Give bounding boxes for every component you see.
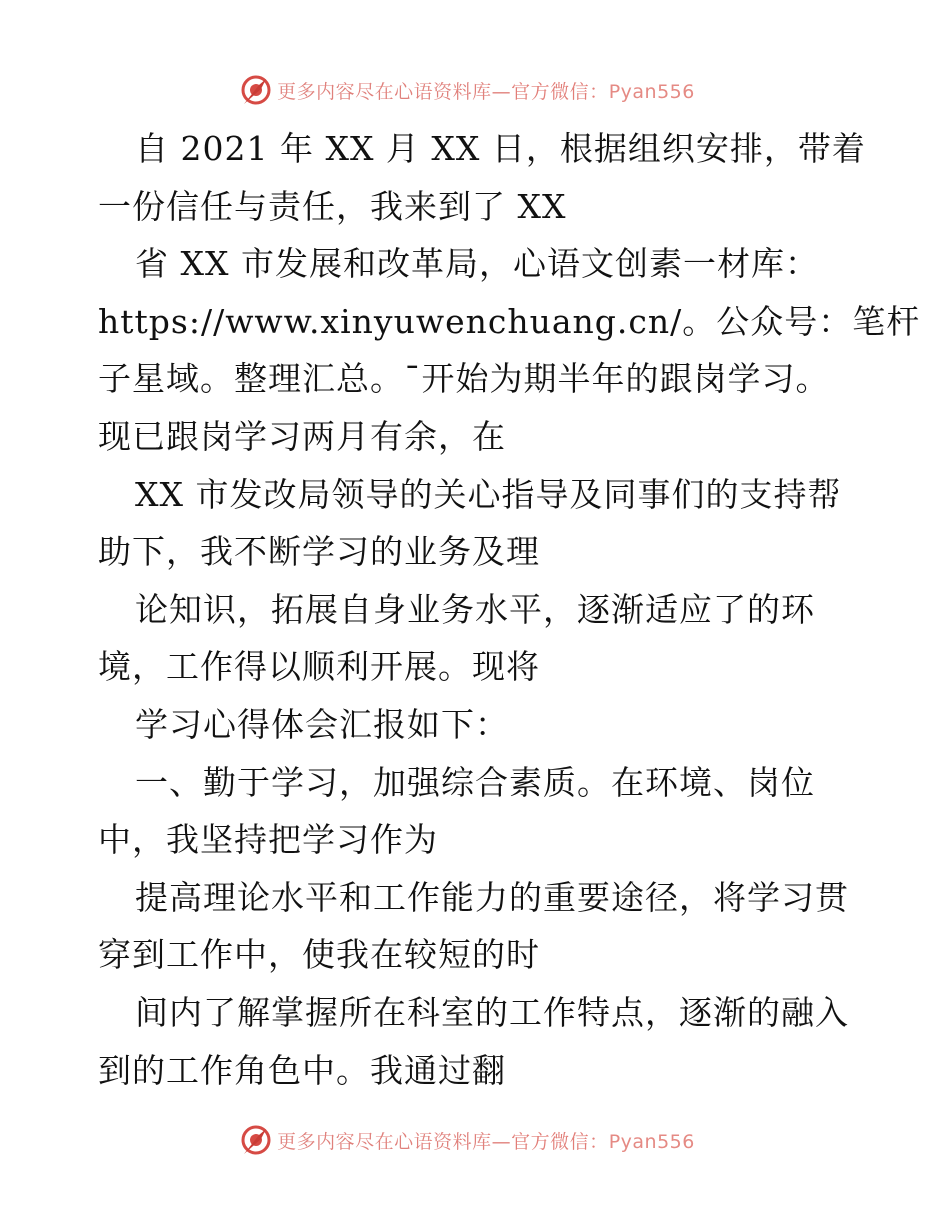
body-line: 中，我坚持把学习作为: [98, 820, 438, 860]
body-line: 现已跟岗学习两月有余，在: [98, 416, 506, 456]
banner-text: [277, 77, 695, 104]
body-line: XX 市发改局领导的关心指导及同事们的支持帮: [135, 474, 842, 514]
body-line: 论知识，拓展自身业务水平，逐渐适应了的环: [135, 589, 815, 629]
body-line: 一、勤于学习，加强综合素质。在环境、岗位: [135, 762, 815, 802]
body-line: 到的工作角色中。我通过翻: [98, 1050, 506, 1090]
body-line: 提高理论水平和工作能力的重要途径，将学习贯: [135, 877, 849, 917]
banner-contact-id: Pyan556: [608, 1130, 695, 1153]
body-line: 境，工作得以顺利开展。现将: [98, 647, 540, 687]
body-line: 一份信任与责任，我来到了 XX: [98, 186, 567, 226]
banner-main-text: 更多内容尽在心语资料库: [277, 1130, 492, 1153]
footer-banner: [0, 1120, 950, 1160]
body-line: 省 XX 市发展和改革局，心语文创素一材库：: [135, 244, 819, 284]
body-line: 学习心得体会汇报如下：: [135, 704, 509, 744]
banner-dash: —: [491, 1130, 512, 1153]
header-banner: [0, 70, 950, 110]
document-body: [98, 120, 921, 1099]
body-line: https://www.xinyuwenchuang.cn/。公众号：笔杆: [98, 301, 921, 341]
banner-main-text: 更多内容尽在心语资料库: [277, 80, 492, 103]
quill-logo-icon: [239, 1123, 273, 1157]
body-line: 自 2021 年 XX 月 XX 日，根据组织安排，带着: [135, 129, 866, 168]
body-line: 助下，我不断学习的业务及理: [98, 532, 540, 572]
body-line: 穿到工作中，使我在较短的时: [98, 935, 540, 975]
banner-contact-id: Pyan556: [608, 80, 695, 103]
quill-logo-icon: [239, 73, 273, 107]
banner-contact-label: 官方微信：: [511, 1130, 609, 1153]
banner-contact-label: 官方微信：: [511, 80, 609, 103]
body-line: 间内了解掌握所在科室的工作特点，逐渐的融入: [135, 992, 849, 1032]
banner-text: [277, 1127, 695, 1154]
banner-dash: —: [491, 80, 512, 103]
body-line: 子星域。整理汇总。¯开始为期半年的跟岗学习。: [98, 359, 830, 399]
